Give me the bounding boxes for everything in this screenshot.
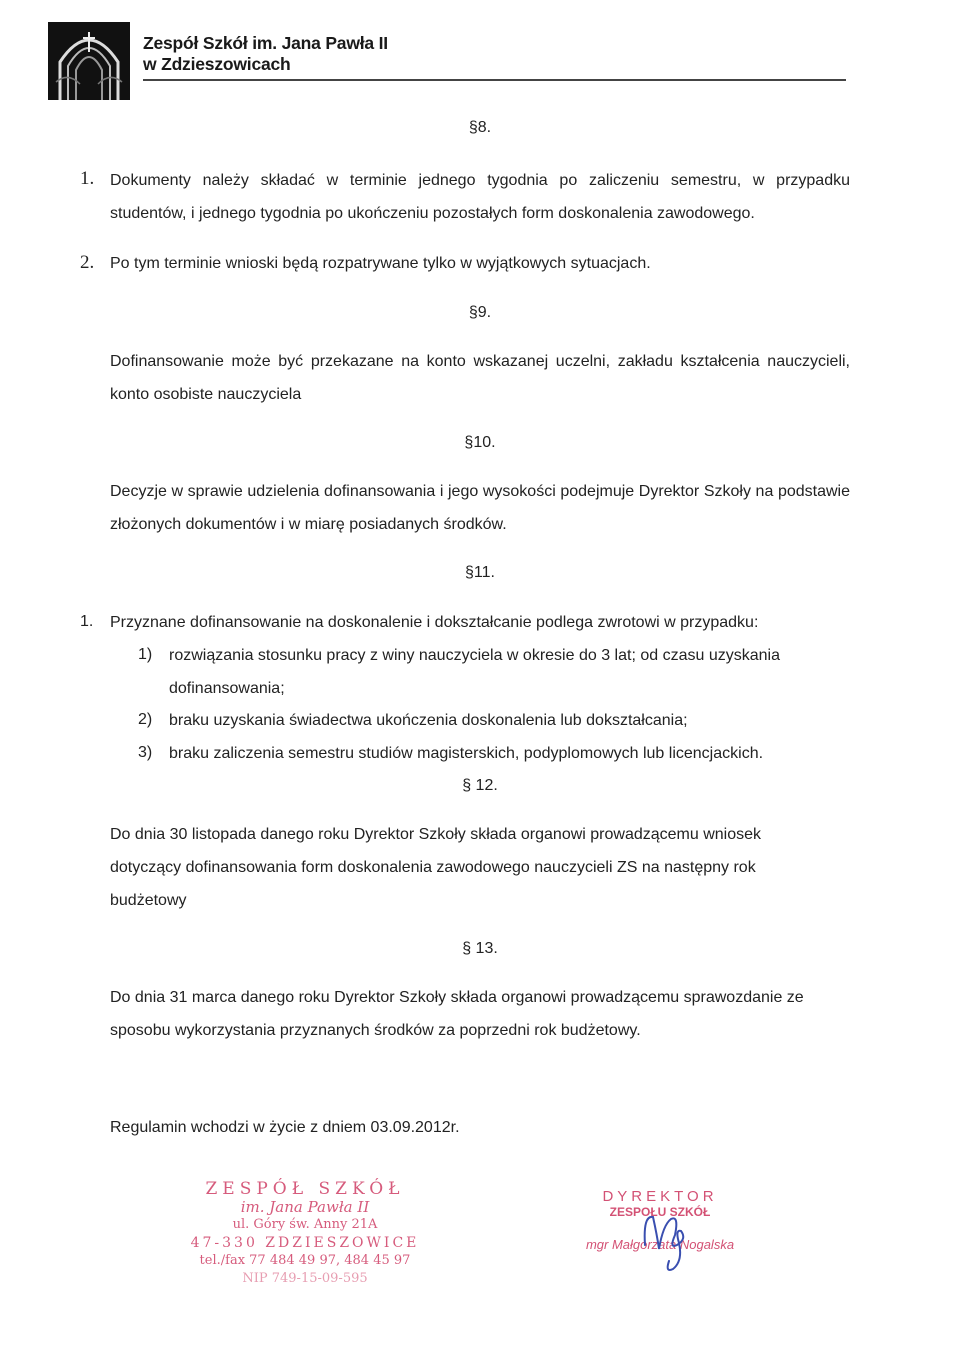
school-logo (48, 22, 130, 100)
section-12-text: Do dnia 30 listopada danego roku Dyrektor Szkoły składa organowi prowadzącemu wniosek dotyczący dofinansowania form doskonalenia zawodowego nauczycieli ZS na następny rok budżetowy (110, 826, 762, 909)
section-8-item-1-text: Dokumenty należy składać w terminie jednego tygodnia po zaliczeniu semestru, w przypadku studentów, i jednego tygodnia po ukończeniu pozostałych form doskonalenia zawodowego. (110, 172, 850, 222)
section-11-item-2-text: braku uzyskania świadectwa ukończenia doskonalenia lub dokształcania; (169, 712, 688, 729)
closing-statement: Regulamin wchodzi w życie z dniem 03.09.2012r. (110, 1119, 460, 1136)
section-11-item-1-number: 1) (138, 646, 153, 663)
section-11-item-3-number: 3) (138, 744, 153, 761)
section-13-title: § 13. (462, 940, 498, 957)
section-8-title: §8. (468, 119, 492, 136)
header-rule (143, 79, 846, 81)
section-8-item-2-text: Po tym terminie wnioski będą rozpatrywane tylko w wyjątkowych sytuacjach. (110, 255, 651, 272)
school-stamp-line2: im. Jana Pawła II (240, 1198, 370, 1216)
section-13-text: Do dnia 31 marca danego roku Dyrektor Szkoły składa organowi prowadzącemu sprawozdanie ze sposobu wykorzystania przyznanych środków za poprzedni rok budżetowy. (110, 989, 804, 1039)
school-stamp-line4: 47-330 ZDZIESZOWICE (190, 1235, 420, 1251)
school-name (143, 33, 388, 75)
school-stamp (180, 1180, 430, 1288)
section-12-title: § 12. (462, 777, 498, 794)
section-10-title: §10. (464, 434, 496, 451)
section-10-text: Decyzje w sprawie udzielenia dofinansowania i jego wysokości podejmuje Dyrektor Szkoły na podstawie złożonych dokumentów i w miarę posiadanych środków. (110, 483, 850, 533)
school-stamp-line3: ul. Góry św. Anny 21A (232, 1217, 378, 1232)
director-signature (625, 1205, 705, 1275)
section-11-item-2-number: 2) (138, 711, 153, 728)
school-name-line2: w Zdzieszowicach (143, 54, 291, 74)
section-9-title: §9. (468, 304, 492, 321)
section-11-item-1-text: rozwiązania stosunku pracy z winy nauczyciela w okresie do 3 lat; od czasu uzyskania dofinansowania; (169, 647, 780, 697)
school-stamp-line5: tel./fax 77 484 49 97, 484 45 97 (199, 1253, 411, 1268)
section-9-text: Dofinansowanie może być przekazane na konto wskazanej uczelni, zakładu kształcenia nauczycieli, konto osobiste nauczyciela (110, 353, 850, 403)
section-11-intro: Przyznane dofinansowanie na doskonalenie i dokształcanie podlega zwrotowi w przypadku: (110, 614, 759, 631)
section-11-item-3-text: braku zaliczenia semestru studiów magisterskich, podyplomowych lub licencjackich. (169, 745, 764, 762)
director-stamp-line1: DYREKTOR (602, 1188, 718, 1205)
school-stamp-line6: NIP 749-15-09-595 (242, 1271, 368, 1286)
section-8-item-2-number: 2. (80, 252, 95, 273)
director-stamp-line3: mgr Małgorzata Nogalska (585, 1237, 735, 1252)
school-name-line1: Zespół Szkół im. Jana Pawła II (143, 33, 388, 53)
school-stamp-line1: ZESPÓŁ SZKÓŁ (205, 1179, 405, 1199)
section-8-item-1-number: 1. (80, 168, 95, 189)
director-stamp-line2: ZESPOŁU SZKÓŁ (609, 1205, 711, 1219)
section-11-title: §11. (465, 564, 495, 581)
section-11-number: 1. (80, 613, 94, 630)
